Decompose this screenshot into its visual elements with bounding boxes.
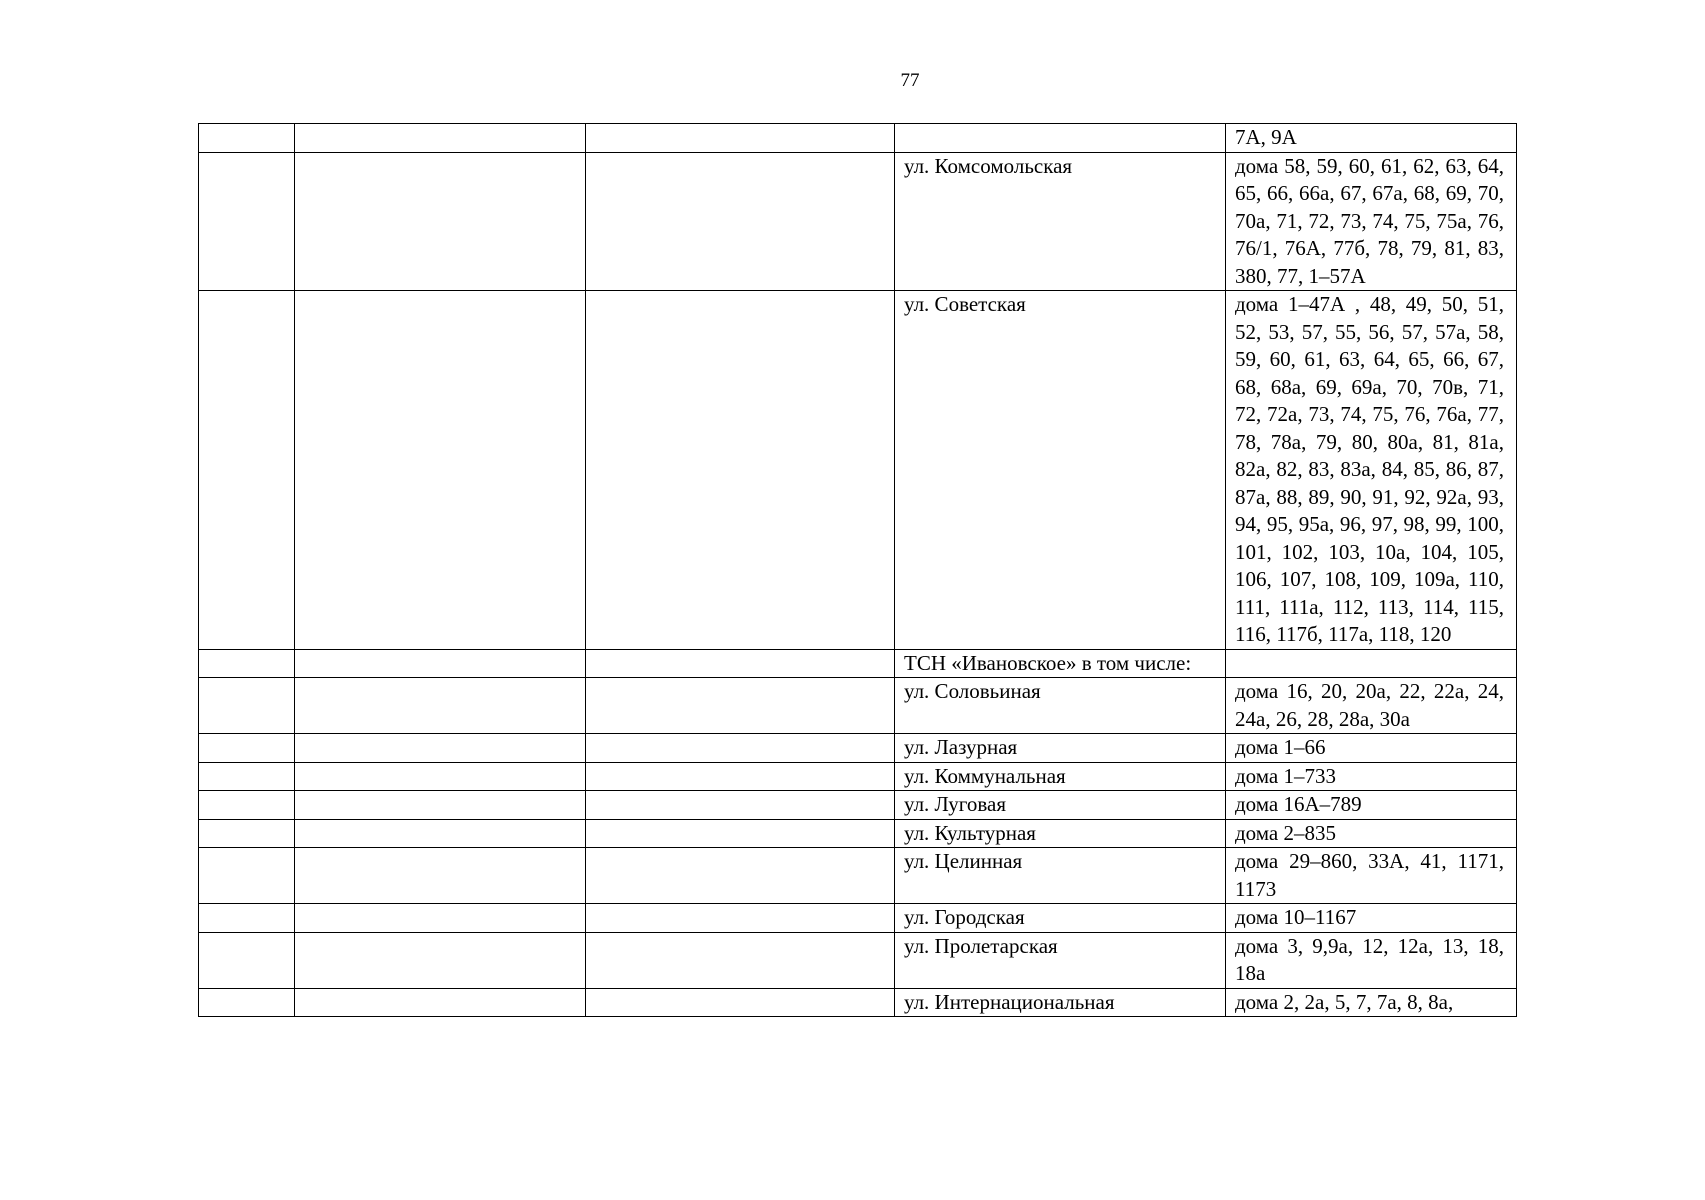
empty-cell xyxy=(199,291,295,650)
table-row xyxy=(199,932,1517,988)
empty-cell xyxy=(295,904,586,933)
empty-cell xyxy=(295,819,586,848)
empty-cell xyxy=(199,904,295,933)
empty-cell xyxy=(199,152,295,291)
empty-cell xyxy=(586,819,895,848)
street-cell: ул. Соловьиная xyxy=(895,678,1226,734)
empty-cell xyxy=(199,932,295,988)
street-cell: ул. Целинная xyxy=(895,848,1226,904)
empty-cell xyxy=(295,848,586,904)
houses-cell xyxy=(1226,649,1517,678)
table-row xyxy=(199,152,1517,291)
empty-cell xyxy=(295,152,586,291)
street-cell: ТСН «Ивановское» в том числе: xyxy=(895,649,1226,678)
table-row xyxy=(199,988,1517,1017)
page-number: 77 xyxy=(900,70,920,91)
houses-cell: дома 2–835 xyxy=(1226,819,1517,848)
empty-cell xyxy=(586,932,895,988)
houses-cell: дома 3, 9,9а, 12, 12а, 13, 18, 18а xyxy=(1226,932,1517,988)
empty-cell xyxy=(295,762,586,791)
empty-cell xyxy=(199,819,295,848)
houses-cell: дома 10–1167 xyxy=(1226,904,1517,933)
empty-cell xyxy=(586,848,895,904)
street-cell: ул. Луговая xyxy=(895,791,1226,820)
street-cell: ул. Культурная xyxy=(895,819,1226,848)
street-cell: ул. Лазурная xyxy=(895,734,1226,763)
empty-cell xyxy=(199,988,295,1017)
empty-cell xyxy=(586,124,895,153)
street-cell xyxy=(895,124,1226,153)
houses-cell: дома 58, 59, 60, 61, 62, 63, 64, 65, 66, 66а, 67, 67а, 68, 69, 70, 70а, 71, 72, 73, 74, 75, 75а, 76, 76/1, 76А, 77б, 78, 79, 81, 83, 380, 77, 1–57А xyxy=(1226,152,1517,291)
empty-cell xyxy=(295,988,586,1017)
houses-cell: дома 1–47А , 48, 49, 50, 51, 52, 53, 57, 55, 56, 57, 57а, 58, 59, 60, 61, 63, 64, 65, 66, 67, 68, 68а, 69, 69а, 70, 70в, 71, 72, 72а, 73, 74, 75, 76, 76а, 77, 78, 78а, 79, 80, 80а, 81, 81а, 82а, 82, 83, 83а, 84, 85, 86, 87, 87а, 88, 89, 90, 91, 92, 92а, 93, 94, 95, 95а, 96, 97, 98, 99, 100, 101, 102, 103, 10а, 104, 105, 106, 107, 108, 109, 109а, 110, 111, 111а, 112, 113, 114, 115, 116, 117б, 117а, 118, 120 xyxy=(1226,291,1517,650)
street-cell: ул. Интернациональная xyxy=(895,988,1226,1017)
street-cell: ул. Пролетарская xyxy=(895,932,1226,988)
table-row xyxy=(199,819,1517,848)
houses-cell: дома 1–733 xyxy=(1226,762,1517,791)
empty-cell xyxy=(295,791,586,820)
empty-cell xyxy=(199,791,295,820)
empty-cell xyxy=(586,734,895,763)
table-row xyxy=(199,678,1517,734)
houses-cell: 7А, 9А xyxy=(1226,124,1517,153)
empty-cell xyxy=(199,734,295,763)
table-row xyxy=(199,291,1517,650)
table-row xyxy=(199,904,1517,933)
table-row xyxy=(199,848,1517,904)
street-cell: ул. Городская xyxy=(895,904,1226,933)
empty-cell xyxy=(586,791,895,820)
empty-cell xyxy=(295,932,586,988)
empty-cell xyxy=(295,124,586,153)
table-row xyxy=(199,734,1517,763)
empty-cell xyxy=(295,649,586,678)
empty-cell xyxy=(586,152,895,291)
empty-cell xyxy=(199,649,295,678)
empty-cell xyxy=(586,649,895,678)
street-cell: ул. Комсомольская xyxy=(895,152,1226,291)
table-row xyxy=(199,762,1517,791)
empty-cell xyxy=(586,904,895,933)
houses-cell: дома 16А–789 xyxy=(1226,791,1517,820)
empty-cell xyxy=(295,734,586,763)
empty-cell xyxy=(586,988,895,1017)
houses-cell: дома 2, 2а, 5, 7, 7а, 8, 8а, xyxy=(1226,988,1517,1017)
table-row xyxy=(199,791,1517,820)
houses-cell: дома 29–860, 33А, 41, 1171, 1173 xyxy=(1226,848,1517,904)
empty-cell xyxy=(199,678,295,734)
empty-cell xyxy=(586,762,895,791)
street-cell: ул. Коммунальная xyxy=(895,762,1226,791)
street-cell: ул. Советская xyxy=(895,291,1226,650)
address-table xyxy=(198,123,1517,1017)
houses-cell: дома 1–66 xyxy=(1226,734,1517,763)
houses-cell: дома 16, 20, 20а, 22, 22а, 24, 24а, 26, 28, 28а, 30а xyxy=(1226,678,1517,734)
empty-cell xyxy=(199,848,295,904)
empty-cell xyxy=(586,678,895,734)
empty-cell xyxy=(295,678,586,734)
empty-cell xyxy=(586,291,895,650)
table-row xyxy=(199,649,1517,678)
empty-cell xyxy=(199,762,295,791)
empty-cell xyxy=(295,291,586,650)
empty-cell xyxy=(199,124,295,153)
table-row xyxy=(199,124,1517,153)
